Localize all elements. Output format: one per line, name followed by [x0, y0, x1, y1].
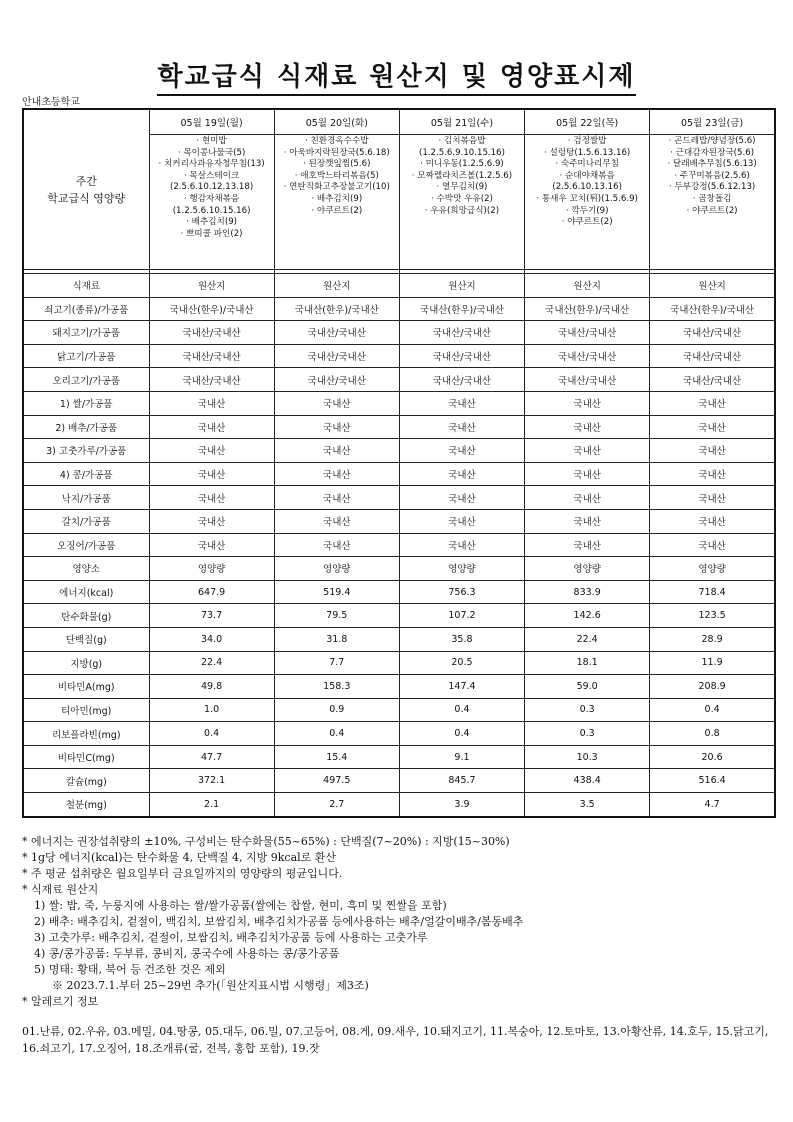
menu-item: · 쁘띠콜 파인(2) — [180, 228, 243, 239]
value-cell: 국내산 — [525, 391, 650, 415]
value-cell: 845.7 — [399, 769, 524, 793]
row-label: 2) 배추/가공품 — [23, 415, 149, 439]
meal-table — [22, 108, 776, 818]
value-cell: 국내산 — [525, 533, 650, 557]
value-cell: 국내산 — [149, 533, 274, 557]
menu-item: · 행감자채볶음 — [183, 193, 240, 204]
menu-item: · 야쿠르트(2) — [686, 205, 738, 216]
row-label: 쇠고기(종류)/가공품 — [23, 297, 149, 321]
value-cell: 31.8 — [274, 627, 399, 651]
value-cell: 영양량 — [650, 557, 775, 581]
value-cell: 국내산 — [650, 439, 775, 463]
date-cell: 05월 20일(화) — [274, 109, 399, 135]
value-cell: 국내산 — [525, 509, 650, 533]
value-cell: 국내산 — [650, 533, 775, 557]
menu-item: · 현미밥 — [196, 136, 227, 146]
row-label: 비타민A(mg) — [23, 675, 149, 699]
value-cell: 10.3 — [525, 745, 650, 769]
value-cell: 0.4 — [399, 722, 524, 746]
value-cell: 영양량 — [149, 557, 274, 581]
value-cell: 2.1 — [149, 793, 274, 817]
value-cell: 3.9 — [399, 793, 524, 817]
row-label: 식재료 — [23, 274, 149, 298]
menu-item: · 통새우 꼬치(튀)(1.5.6.9) — [536, 193, 638, 204]
value-cell: 국내산 — [149, 391, 274, 415]
value-cell: 국내산/국내산 — [525, 368, 650, 392]
nutrition-row — [23, 722, 775, 746]
value-cell: 22.4 — [525, 627, 650, 651]
value-cell: 국내산/국내산 — [650, 368, 775, 392]
value-cell: 국내산 — [399, 439, 524, 463]
value-cell: 영양량 — [399, 557, 524, 581]
value-cell: 국내산 — [650, 486, 775, 510]
value-cell: 9.1 — [399, 745, 524, 769]
value-cell: 208.9 — [650, 675, 775, 699]
value-cell: 국내산 — [149, 439, 274, 463]
value-cell: 7.7 — [274, 651, 399, 675]
nutrition-row — [23, 580, 775, 604]
origin-row — [23, 533, 775, 557]
value-cell: 원산지 — [274, 274, 399, 298]
menu-item: · 애호박느타리볶음(5) — [294, 170, 379, 181]
value-cell: 20.6 — [650, 745, 775, 769]
origin-header-row — [23, 274, 775, 298]
row-label: 4) 콩/가공품 — [23, 462, 149, 486]
origin-row — [23, 368, 775, 392]
origin-note: 5) 명태: 황태, 북어 등 건조한 것은 제외 — [34, 963, 226, 976]
menu-item: · 목살스테이크 — [183, 170, 240, 181]
value-cell: 123.5 — [650, 604, 775, 628]
nutrition-row — [23, 675, 775, 699]
value-cell: 0.4 — [399, 698, 524, 722]
menu-item: · 깍두기(9) — [565, 205, 609, 216]
origin-note: 4) 콩/콩가공품: 두부류, 콩비지, 콩국수에 사용하는 콩/콩가공품 — [34, 947, 340, 960]
menu-item: · 배추김치(9) — [186, 217, 238, 228]
page-title: 학교급식 식재료 원산지 및 영양표시제 — [0, 56, 793, 93]
date-cell: 05월 22일(목) — [525, 109, 650, 135]
value-cell: 국내산(한우)/국내산 — [274, 297, 399, 321]
value-cell: 0.8 — [650, 722, 775, 746]
value-cell: 국내산 — [149, 415, 274, 439]
allergy-title: * 알레르기 정보 — [22, 995, 99, 1008]
value-cell: 국내산 — [274, 462, 399, 486]
row-label: 단백질(g) — [23, 627, 149, 651]
value-cell: 0.3 — [525, 722, 650, 746]
menu-cell — [650, 135, 775, 270]
value-cell: 영양량 — [274, 557, 399, 581]
value-cell: 국내산/국내산 — [399, 344, 524, 368]
row-label: 철분(mg) — [23, 793, 149, 817]
menu-item: · 검정쌀밥 — [567, 136, 607, 146]
menu-item: · 된장깻잎찜(5.6) — [303, 159, 371, 170]
origin-row — [23, 509, 775, 533]
value-cell: 국내산 — [525, 462, 650, 486]
nutrition-row — [23, 627, 775, 651]
value-cell: 79.5 — [274, 604, 399, 628]
note-line: * 1g당 에너지(kcal)는 탄수화물 4, 단백질 4, 지방 9kcal로 환산 — [22, 851, 337, 864]
value-cell: 15.4 — [274, 745, 399, 769]
date-cell: 05월 19일(월) — [149, 109, 274, 135]
value-cell: 756.3 — [399, 580, 524, 604]
row-label: 3) 고춧가루/가공품 — [23, 439, 149, 463]
value-cell: 0.4 — [650, 698, 775, 722]
value-cell: 국내산 — [274, 415, 399, 439]
value-cell: 국내산 — [399, 415, 524, 439]
menu-item: · 아욱바지락된장국(5.6.18) — [283, 147, 390, 158]
menu-item: · 모짜렐라치즈볼(1.2.5.6) — [411, 170, 513, 181]
nutrition-row — [23, 745, 775, 769]
value-cell: 국내산 — [650, 462, 775, 486]
value-cell: 28.9 — [650, 627, 775, 651]
menu-item: · 김치볶음밥 — [438, 136, 486, 146]
value-cell: 국내산(한우)/국내산 — [650, 297, 775, 321]
origin-row — [23, 462, 775, 486]
value-cell: 73.7 — [149, 604, 274, 628]
origin-note: 3) 고춧가루: 배추김치, 겉절이, 보쌈김치, 배추김치가공품 등에 사용하는 고춧가루 — [34, 931, 428, 944]
school-name: 안내초등학교 — [22, 97, 80, 108]
value-cell: 국내산 — [525, 439, 650, 463]
value-cell: 국내산 — [399, 533, 524, 557]
date-cell: 05월 23일(금) — [650, 109, 775, 135]
value-cell: 국내산 — [149, 462, 274, 486]
menu-item: · 주꾸미볶음(2.5.6) — [674, 170, 750, 181]
menu-cell — [525, 135, 650, 270]
value-cell: 11.9 — [650, 651, 775, 675]
value-cell: 국내산/국내산 — [650, 344, 775, 368]
value-cell: 국내산(한우)/국내산 — [399, 297, 524, 321]
value-cell: 국내산 — [525, 486, 650, 510]
row-label: 티아민(mg) — [23, 698, 149, 722]
origin-row — [23, 439, 775, 463]
value-cell: 국내산/국내산 — [525, 344, 650, 368]
value-cell: 국내산 — [274, 391, 399, 415]
value-cell: 국내산 — [650, 509, 775, 533]
value-cell: 18.1 — [525, 651, 650, 675]
row-label: 칼슘(mg) — [23, 769, 149, 793]
value-cell: 372.1 — [149, 769, 274, 793]
menu-item: · 우유(희망급식)(2) — [424, 205, 500, 216]
value-cell: 0.9 — [274, 698, 399, 722]
value-cell: 20.5 — [399, 651, 524, 675]
row-label: 오리고기/가공품 — [23, 368, 149, 392]
notes — [22, 834, 782, 1010]
value-cell: 국내산 — [274, 533, 399, 557]
menu-item: · 달래배추무침(5.6.13) — [667, 159, 757, 170]
note-line: * 식재료 원산지 — [22, 883, 99, 896]
value-cell: 국내산 — [399, 486, 524, 510]
menu-label: 주간 학교급식 영양량 — [23, 109, 149, 270]
value-cell: 국내산/국내산 — [650, 321, 775, 345]
menu-item: · 곤드레밥/양념장(5.6) — [668, 136, 756, 146]
menu-item: · 두부강정(5.6.12.13) — [668, 182, 756, 193]
value-cell: 국내산/국내산 — [525, 321, 650, 345]
value-cell: 국내산 — [399, 391, 524, 415]
value-cell: 국내산(한우)/국내산 — [525, 297, 650, 321]
origin-row — [23, 391, 775, 415]
value-cell: 0.4 — [274, 722, 399, 746]
date-row — [23, 109, 775, 135]
menu-item: · 수박맛 우유(2) — [431, 193, 493, 204]
menu-cell — [274, 135, 399, 270]
menu-cell — [399, 135, 524, 270]
value-cell: 원산지 — [399, 274, 524, 298]
origin-note: 2) 배추: 배추김치, 겉절이, 백김치, 보쌈김치, 배추김치가공품 등에사용하는 배추/얼갈이배추/봄동배추 — [34, 915, 524, 928]
value-cell: 0.3 — [525, 698, 650, 722]
value-cell: 국내산 — [650, 391, 775, 415]
row-label: 영양소 — [23, 557, 149, 581]
value-cell: 0.4 — [149, 722, 274, 746]
menu-item: · 야쿠르트(2) — [561, 217, 613, 228]
note-line: * 에너지는 권장섭취량의 ±10%, 구성비는 탄수화물(55~65%) : 단백질(7~20%) : 지방(15~30%) — [22, 835, 510, 848]
row-label: 돼지고기/가공품 — [23, 321, 149, 345]
origin-row — [23, 486, 775, 510]
menu-item: (2.5.6.10.12.13.18) — [169, 182, 254, 193]
menu-item: (1.2.5.6.10.15.16) — [172, 205, 251, 216]
value-cell: 1.0 — [149, 698, 274, 722]
menu-item: · 미니우동(1.2.5.6.9) — [420, 159, 504, 170]
menu-item: · 치커리사과유자청무침(13) — [158, 159, 265, 170]
value-cell: 142.6 — [525, 604, 650, 628]
value-cell: 34.0 — [149, 627, 274, 651]
value-cell: 59.0 — [525, 675, 650, 699]
nutrition-row — [23, 769, 775, 793]
row-label: 오징어/가공품 — [23, 533, 149, 557]
value-cell: 158.3 — [274, 675, 399, 699]
value-cell: 국내산(한우)/국내산 — [149, 297, 274, 321]
value-cell: 2.7 — [274, 793, 399, 817]
menu-item: · 연탄직화고추장불고기(10) — [283, 182, 390, 193]
date-cell: 05월 21일(수) — [399, 109, 524, 135]
menu-item: · 설렁탕(1.5.6.13.16) — [544, 147, 631, 158]
value-cell: 4.7 — [650, 793, 775, 817]
value-cell: 국내산/국내산 — [149, 344, 274, 368]
menu-item: · 친환경옥수수밥 — [304, 136, 369, 146]
value-cell: 국내산 — [149, 509, 274, 533]
value-cell: 국내산/국내산 — [149, 368, 274, 392]
value-cell: 647.9 — [149, 580, 274, 604]
value-cell: 국내산/국내산 — [274, 321, 399, 345]
value-cell: 원산지 — [525, 274, 650, 298]
value-cell: 국내산/국내산 — [149, 321, 274, 345]
value-cell: 국내산 — [525, 415, 650, 439]
row-label: 지방(g) — [23, 651, 149, 675]
value-cell: 718.4 — [650, 580, 775, 604]
menu-item: · 목이콩나물국(5) — [177, 147, 246, 158]
note-line: * 주 평균 섭취량은 월요일부터 금요일까지의 영양량의 평균입니다. — [22, 867, 343, 880]
value-cell: 원산지 — [650, 274, 775, 298]
menu-item: · 근대감자된장국(5.6) — [670, 147, 755, 158]
row-label: 닭고기/가공품 — [23, 344, 149, 368]
value-cell: 497.5 — [274, 769, 399, 793]
origin-note: 1) 쌀: 밥, 죽, 누룽지에 사용하는 쌀/쌀가공품(쌀에는 찹쌀, 현미, 흑미 및 찐쌀을 포함) — [34, 899, 447, 912]
row-label: 리보플라빈(mg) — [23, 722, 149, 746]
value-cell: 국내산/국내산 — [274, 344, 399, 368]
origin-row — [23, 344, 775, 368]
value-cell: 국내산 — [650, 415, 775, 439]
row-label: 낙지/가공품 — [23, 486, 149, 510]
value-cell: 국내산 — [149, 486, 274, 510]
menu-cell — [149, 135, 274, 270]
menu-item: · 곱창돌김 — [692, 193, 732, 204]
value-cell: 국내산/국내산 — [274, 368, 399, 392]
value-cell: 국내산 — [399, 509, 524, 533]
value-cell: 영양량 — [525, 557, 650, 581]
row-label: 1) 쌀/가공품 — [23, 391, 149, 415]
menu-item: · 야쿠르트(2) — [311, 205, 363, 216]
value-cell: 국내산/국내산 — [399, 321, 524, 345]
value-cell: 47.7 — [149, 745, 274, 769]
allergy-info: 01.난류, 02.우유, 03.메밀, 04.땅콩, 05.대두, 06.밀, 07.고등어, 08.게, 09.새우, 10.돼지고기, 11.복숭아, 12.토마토, 13.아황산류, 14.호두, 15.닭고기, 16.쇠고기, 17.오징어, 18.조개류(굴, 전복, 홍합 포함), 19.잣 — [22, 1025, 769, 1055]
origin-row — [23, 297, 775, 321]
menu-item: · 배추김치(9) — [311, 193, 363, 204]
value-cell: 22.4 — [149, 651, 274, 675]
menu-item: · 숙주미나리무침 — [555, 159, 619, 170]
value-cell: 147.4 — [399, 675, 524, 699]
menu-item: · 순대야채볶음 — [559, 170, 615, 181]
value-cell: 35.8 — [399, 627, 524, 651]
origin-row — [23, 415, 775, 439]
origin-row — [23, 321, 775, 345]
value-cell: 3.5 — [525, 793, 650, 817]
value-cell: 833.9 — [525, 580, 650, 604]
value-cell: 519.4 — [274, 580, 399, 604]
nutrition-row — [23, 651, 775, 675]
row-label: 비타민C(mg) — [23, 745, 149, 769]
nutrition-header-row — [23, 557, 775, 581]
row-label: 갈치/가공품 — [23, 509, 149, 533]
row-label: 탄수화물(g) — [23, 604, 149, 628]
value-cell: 107.2 — [399, 604, 524, 628]
origin-footnote: ※ 2023.7.1.부터 25~29번 추가(「원산지표시법 시행령」제3조) — [52, 979, 369, 992]
value-cell: 516.4 — [650, 769, 775, 793]
value-cell: 국내산 — [399, 462, 524, 486]
value-cell: 49.8 — [149, 675, 274, 699]
value-cell: 국내산 — [274, 439, 399, 463]
value-cell: 국내산 — [274, 509, 399, 533]
value-cell: 국내산 — [274, 486, 399, 510]
nutrition-row — [23, 604, 775, 628]
nutrition-row — [23, 793, 775, 817]
menu-item: (1.2.5.6.9.10.15.16) — [418, 147, 505, 158]
menu-item: (2.5.6.10.13.16) — [552, 182, 622, 193]
value-cell: 국내산/국내산 — [399, 368, 524, 392]
value-cell: 438.4 — [525, 769, 650, 793]
menu-item: · 열무김치(9) — [436, 182, 488, 193]
row-label: 에너지(kcal) — [23, 580, 149, 604]
value-cell: 원산지 — [149, 274, 274, 298]
nutrition-row — [23, 698, 775, 722]
